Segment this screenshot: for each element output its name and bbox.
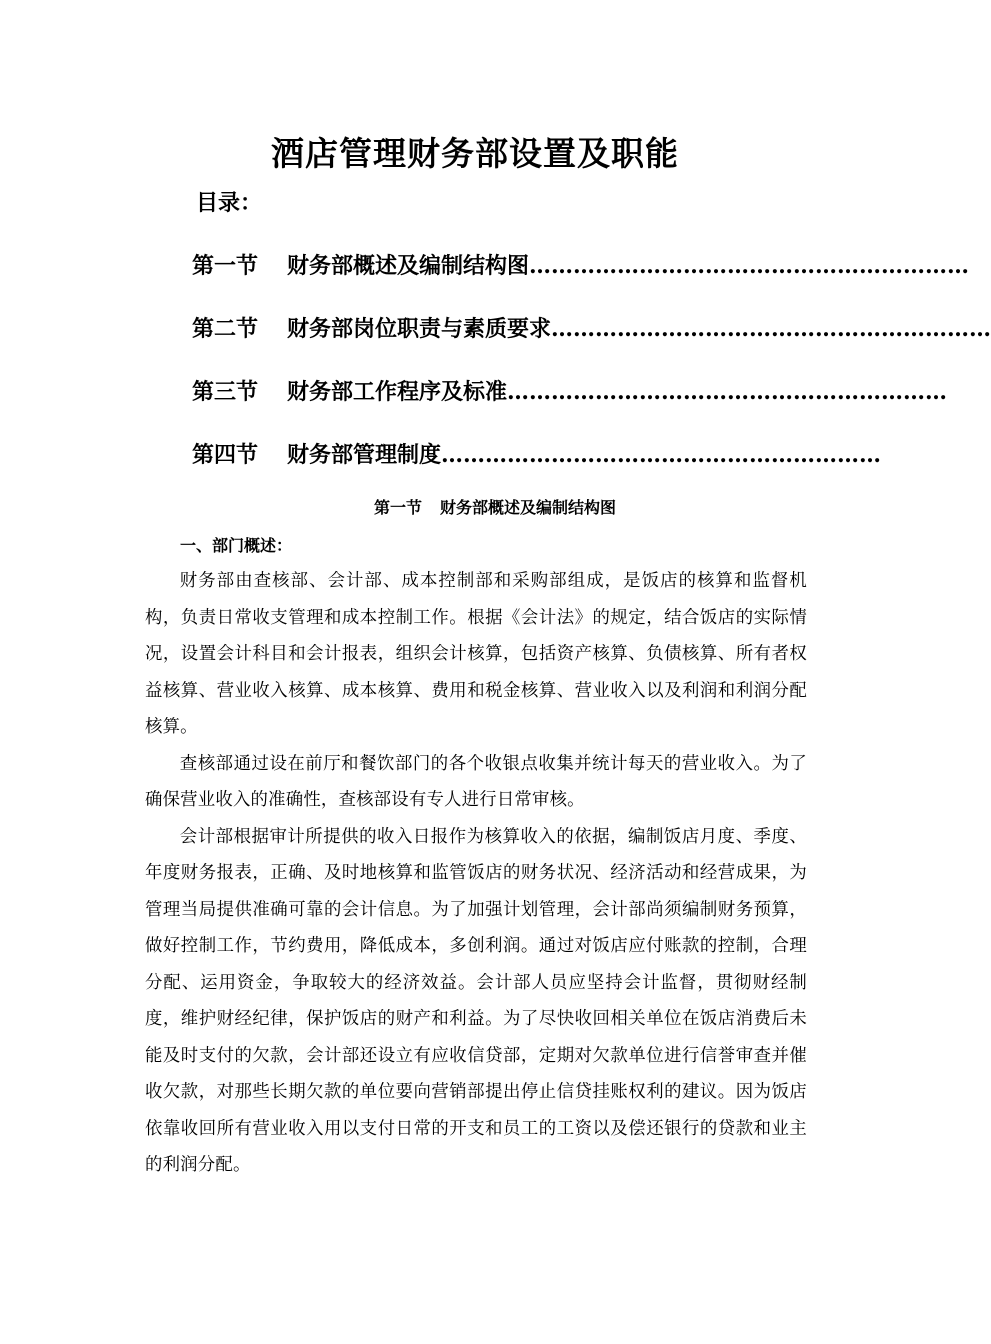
document-title: 酒店管理财务部设置及职能 xyxy=(271,134,679,173)
paragraph-accounting-department: 会计部根据审计所提供的收入日报作为核算收入的依据，编制饭店月度、季度、年度财务报表，正确、及时地核算和监管饭店的财务状况、经济活动和经营成果，为管理当局提供准确可靠的会计信息。为了加强计划管理，会计部尚须编制财务预算，做好控制工作，节约费用，降低成本，多创利润。通过对饭店应付账款的控制，合理分配、运用资金，争取较大的经济效益。会计部人员应坚持会计监督，贯彻财经制度，维护财经纪律，保护饭店的财产和利益。为了尽快收回相关单位在饭店消费后未能及时支付的欠款，会计部还设立有应收信贷部，定期对欠款单位进行信誉审查并催收欠款，对那些长期欠款的单位要向营销部提出停止信贷挂账权利的建议。因为饭店依靠收回所有营业收入用以支付日常的开支和员工的工资以及偿还银行的贷款和业主的利润分配。 xyxy=(145,826,807,1175)
paragraph-department-overview: 财务部由查核部、会计部、成本控制部和采购部组成，是饭店的核算和监督机构，负责日常收支管理和成本控制工作。根据《会计法》的规定，结合饭店的实际情况，设置会计科目和会计报表，组织会计核算，包括资产核算、负债核算、所有者权益核算、营业收入核算、成本核算、费用和税金核算、营业收入以及利润和利润分配核算。 xyxy=(145,571,807,737)
toc-item-section-1[interactable] xyxy=(192,249,970,312)
body-text xyxy=(145,563,807,1184)
toc-section-title: 财务部概述及编制结构图 xyxy=(287,253,530,279)
toc-leader-dots: …………………………………………………… xyxy=(507,379,948,405)
toc-section-number: 第一节 xyxy=(192,253,259,279)
toc-section-title: 财务部管理制度 xyxy=(287,442,442,468)
toc-item-section-2[interactable] xyxy=(192,312,991,375)
toc-section-title: 财务部工作程序及标准 xyxy=(287,379,508,405)
toc-section-number: 第二节 xyxy=(192,316,259,342)
toc-heading: 目录： xyxy=(196,190,263,216)
toc-section-number: 第四节 xyxy=(192,442,259,468)
subsection-heading: 一、部门概述： xyxy=(180,536,293,555)
section-number: 第一节 xyxy=(373,498,422,517)
table-of-contents xyxy=(192,249,991,501)
section-heading xyxy=(0,495,990,518)
toc-item-section-3[interactable] xyxy=(192,375,948,438)
toc-leader-dots: …………………………………………………… xyxy=(551,316,991,342)
toc-item-section-4[interactable] xyxy=(192,438,882,501)
paragraph-audit-department: 查核部通过设在前厅和餐饮部门的各个收银点收集并统计每天的营业收入。为了确保营业收入的准确性，查核部设有专人进行日常审核。 xyxy=(145,753,807,810)
toc-section-number: 第三节 xyxy=(192,379,259,405)
section-title-text: 财务部概述及编制结构图 xyxy=(440,498,617,517)
toc-leader-dots: …………………………………………………… xyxy=(441,442,882,468)
toc-leader-dots: …………………………………………………… xyxy=(529,253,970,279)
toc-section-title: 财务部岗位职责与素质要求 xyxy=(287,316,552,342)
